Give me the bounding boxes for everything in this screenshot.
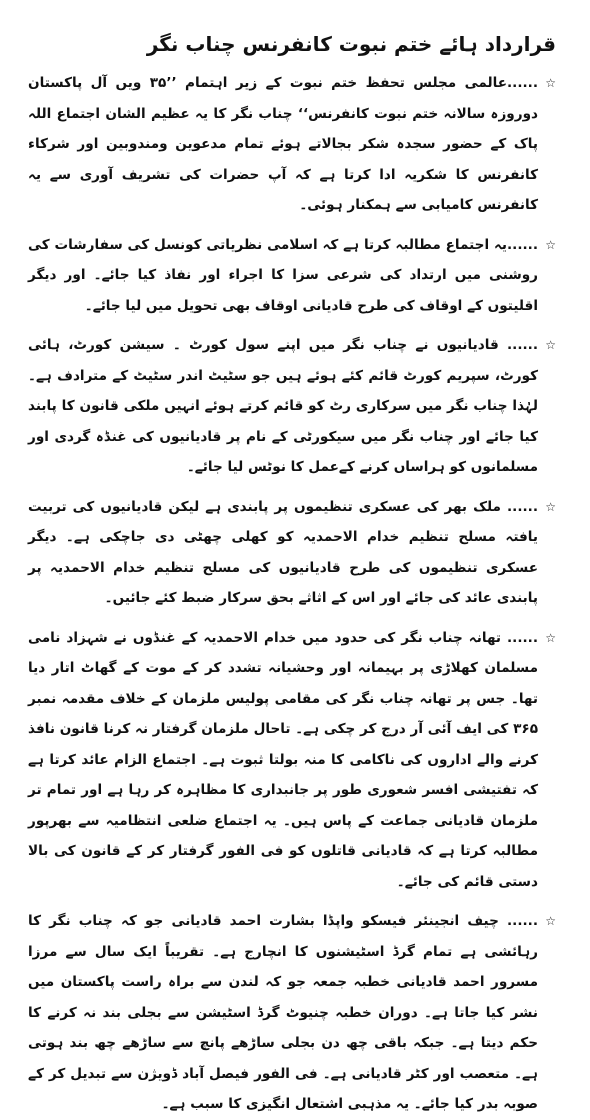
star-outline-icon: ☆ (545, 237, 556, 252)
resolution-item (28, 230, 556, 322)
resolution-text: ...... ملک بھر کی عسکری تنظیموں پر پابندی ہے لیکن قادیانیوں کی تربیت یافتہ مسلح تنظیم خدام الاحمدیہ کو کھلی چھٹی دی جاچکی ہے۔ دیگر عسکری تنظیموں کی طرح قادیانیوں کی مسلح تنظیم خدام الاحمدیہ پر پابندی عائد کی جائے اور اس کے اثاثے بحق سرکار ضبط کئے جائیں۔ (28, 498, 538, 606)
resolutions-list (28, 68, 556, 1120)
star-outline-icon: ☆ (545, 76, 556, 90)
resolution-item (28, 623, 556, 898)
resolution-item (28, 68, 556, 221)
page-title: قرارداد ہائے ختم نبوت کانفرنس چناب نگر (146, 32, 556, 56)
resolution-text: ...... قادیانیوں نے چناب نگر میں اپنے سول کورٹ ۔ سیشن کورٹ، ہائی کورٹ، سپریم کورٹ قائم کئے ہوئے ہیں جو سٹیٹ اندر سٹیٹ کے مترادف ہے۔ لہٰذا چناب نگر میں سرکاری رٹ کو قائم کرتے ہوئے انہیں ملکی قانون کا پابند کیا جائے اور چناب نگر میں سیکورٹی کے نام پر قادیانیوں کی غنڈہ گردی اور مسلمانوں کو ہراساں کرنے کےعمل کا نوٹس لیا جائے۔ (28, 337, 538, 475)
resolution-text: ...... تھانہ چناب نگر کی حدود میں خدام الاحمدیہ کے غنڈوں نے شہزاد نامی مسلمان کھلاڑی پر بہیمانہ اور وحشیانہ تشدد کر کے موت کے گھاٹ اتار دیا تھا۔ جس پر تھانہ چناب نگر کی مقامی پولیس ملزمان کے خلاف مقدمہ نمبر ۳۶۵ کی ایف آئی آر درج کر چکی ہے۔ تاحال ملزمان گرفتار نہ کرنا قانون نافذ کرنے والے اداروں کی ناکامی کا منہ بولتا ثبوت ہے۔ اجتماع الزام عائد کرتا ہے کہ تفتیشی افسر شعوری طور پر جانبداری کا مظاہرہ کر رہا ہے اور تمام تر ملزمان قادیانی جماعت کے پاس ہیں۔ یہ اجتماع ضلعی انتظامیہ سے بھرپور مطالبہ کرتا ہے کہ قادیانی قاتلوں کو فی الفور گرفتار کر کے قانون کی بالا دستی قائم کی جائے۔ (28, 629, 538, 890)
resolution-text: ......یہ اجتماع مطالبہ کرتا ہے کہ اسلامی نظریاتی کونسل کی سفارشات کی روشنی میں ارتداد کی شرعی سزا کا اجراء اور نفاذ کیا جائے۔ اور دیگر اقلیتوں کے اوقاف کی طرح قادیانی اوقاف بھی تحویل میں لیا جائے۔ (28, 236, 538, 314)
star-outline-icon: ☆ (545, 499, 556, 514)
resolution-text: ......عالمی مجلس تحفظ ختم نبوت کے زیر اہتمام ’’۳۵ ویں آل پاکستان دوروزہ سالانہ ختم نبوت کانفرنس‘‘ چناب نگر کا یہ عظیم الشان اجتماع اللہ پاک کے حضور سجدہ شکر بجالاتے ہوئے تمام مدعوین ومندوبین اور شرکاء کانفرنس کا شکریہ ادا کرتا ہے کہ آپ حضرات کی تشریف آوری سے یہ کانفرنس کامیابی سے ہمکنار ہوئی۔ (28, 75, 538, 213)
star-outline-icon: ☆ (545, 914, 556, 928)
resolution-item (28, 906, 556, 1120)
star-outline-icon: ☆ (545, 338, 556, 352)
resolution-item (28, 330, 556, 483)
resolution-item (28, 492, 556, 614)
resolution-text: ...... چیف انجینئر فیسکو واپڈا بشارت احمد قادیانی جو کہ چناب نگر کا رہائشی ہے تمام گرڈ اسٹیشنوں کا انچارج ہے۔ تقریباً ایک سال سے مرزا مسرور احمد قادیانی خطبہ جمعہ جو کہ لندن سے براہ راست پاکستان میں نشر کیا جاتا ہے۔ دوران خطبہ چنیوٹ گرڈ اسٹیشن سے بجلی بند نہ کرنے کا حکم دیتا ہے۔ جبکہ باقی چھ دن بجلی ساڑھے پانچ سے ساڑھے چھ بند ہوتی ہے۔ متعصب اور کٹر قادیانی ہے۔ فی الفور فیصل آباد ڈویژن سے تبدیل کر کے صوبہ بدر کیا جائے۔ یہ مذہبی اشتعال انگیزی کا سبب ہے۔ (28, 913, 538, 1112)
star-outline-icon: ☆ (545, 630, 556, 645)
